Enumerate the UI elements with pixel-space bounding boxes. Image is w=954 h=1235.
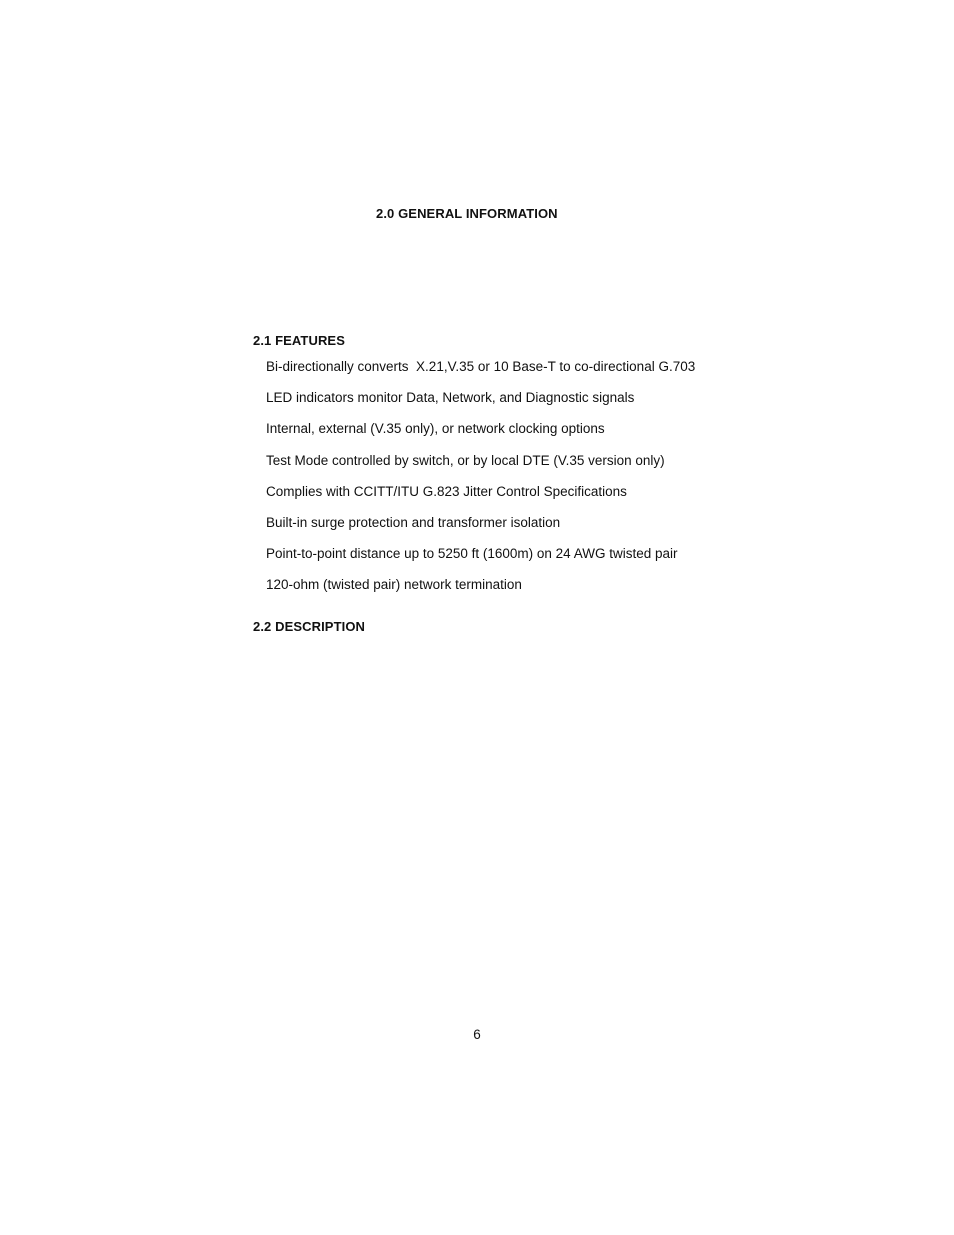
list-item: Built-in surge protection and transformer isolation xyxy=(266,514,561,530)
section-heading-features: 2.1 FEATURES xyxy=(253,333,345,348)
list-item: Point-to-point distance up to 5250 ft (1600m) on 24 AWG twisted pair xyxy=(266,546,678,562)
list-item: LED indicators monitor Data, Network, and Diagnostic signals xyxy=(266,390,635,406)
page-title: 2.0 GENERAL INFORMATION xyxy=(376,206,558,221)
list-item: Bi-directionally converts X.21,V.35 or 10 Base-T to co-directional G.703 xyxy=(266,359,696,374)
page-number: 6 xyxy=(473,1027,481,1042)
features-list xyxy=(266,358,695,608)
list-item: Internal, external (V.35 only), or network clocking options xyxy=(266,421,605,437)
list-item: Test Mode controlled by switch, or by local DTE (V.35 version only) xyxy=(266,452,665,468)
list-item: 120-ohm (twisted pair) network termination xyxy=(266,577,522,593)
section-heading-description: 2.2 DESCRIPTION xyxy=(253,619,366,634)
list-item: Complies with CCITT/ITU G.823 Jitter Control Specifications xyxy=(266,483,627,499)
